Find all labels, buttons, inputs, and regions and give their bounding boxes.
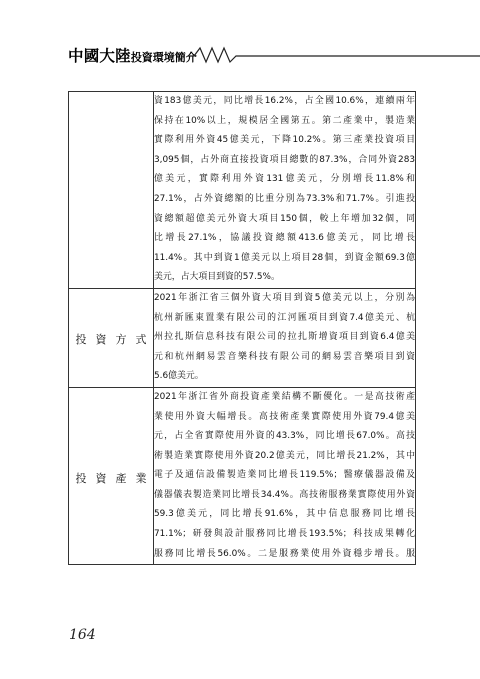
- row-content-cell: [154, 288, 416, 387]
- row-content-cell: [154, 387, 416, 564]
- header-title-sub: 投資環境簡介: [130, 51, 197, 64]
- text-line: 美元，占大項目到資的57.5%。: [154, 272, 280, 283]
- text-line: 術製造業實際使用外資20.2億美元，同比增長21.2%，其中: [154, 450, 415, 461]
- text-line: 資183億美元，同比增長16.2%，占全國10.6%，連續兩年: [154, 96, 415, 106]
- table-row: [69, 288, 416, 387]
- text-line: 儀器儀表製造業同比增長34.4%。高技術服務業實際使用外資: [154, 489, 415, 500]
- text-line: 資總額超億美元外資大項目150個，較上年增加32個，同: [154, 213, 415, 224]
- text-line: 元，占全省實際使用外資的43.3%，同比增長67.0%。高技: [154, 431, 415, 442]
- text-line: 比增長27.1%，協議投資總額413.6億美元，同比增長: [154, 233, 415, 244]
- running-header: [68, 44, 418, 64]
- text-line: 保持在10%以上，規模居全國第五。第二產業中，製造業: [154, 115, 415, 126]
- row-label-cell: [69, 387, 154, 564]
- text-line: 元和杭州網易雲音樂科技有限公司的網易雲音樂項目到資: [154, 351, 415, 362]
- info-table: [68, 91, 416, 565]
- row-label-cell: [69, 288, 154, 387]
- text-line: 業使用外資大幅增長。高技術產業實際使用外資79.4億美: [154, 411, 415, 422]
- text-line: 11.4%。其中到資1億美元以上項目28個，到資金額69.3億: [154, 252, 415, 263]
- text-line: 2021年浙江省三個外資大項目到資5億美元以上，分別為: [154, 292, 415, 303]
- text-line: 71.1%；研發與設計服務同比增長193.5%；科技成果轉化: [154, 529, 415, 540]
- text-line: 實際利用外資45億美元，下降10.2%。第三產業投資項目: [154, 135, 415, 146]
- text-line: 服務同比增長56.0%。二是服務業使用外資穩步增長。服: [154, 548, 415, 559]
- text-line: 州拉扎斯信息科技有限公司的拉扎斯增資項目到資6.4億美: [154, 332, 415, 343]
- table-row: [69, 387, 416, 564]
- text-line: 2021年浙江省外商投資產業結構不斷優化。一是高技術產: [154, 391, 415, 402]
- page-number: 164: [69, 627, 96, 643]
- row-label-investment-method: 投資方式: [75, 333, 156, 347]
- header-title: [68, 44, 197, 66]
- text-line: 億美元，實際利用外資131億美元，分別增長11.8%和: [154, 174, 415, 185]
- text-line: 5.6億美元。: [154, 371, 204, 382]
- text-line: 電子及通信設備製造業同比增長119.5%；醫療儀器設備及: [154, 470, 415, 481]
- text-line: 59.3億美元，同比增長91.6%，其中信息服務同比增長: [154, 509, 415, 520]
- header-title-main: 中國大陸: [68, 47, 131, 65]
- text-line: 27.1%，占外資總額的比重分別為73.3%和71.7%。引進投: [154, 193, 415, 204]
- table-row: [69, 92, 416, 289]
- row-label-investment-industry: 投資產業: [75, 471, 156, 485]
- text-line: 3,095個，占外商直接投資項目總數的87.3%，合同外資283: [154, 154, 415, 165]
- header-decorative-wave: [188, 44, 480, 64]
- text-line: 杭州新匯東置業有限公司的江河匯項目到資7.4億美元、杭: [154, 312, 415, 323]
- row-label-cell: [69, 92, 154, 289]
- row-content-cell: [154, 92, 416, 289]
